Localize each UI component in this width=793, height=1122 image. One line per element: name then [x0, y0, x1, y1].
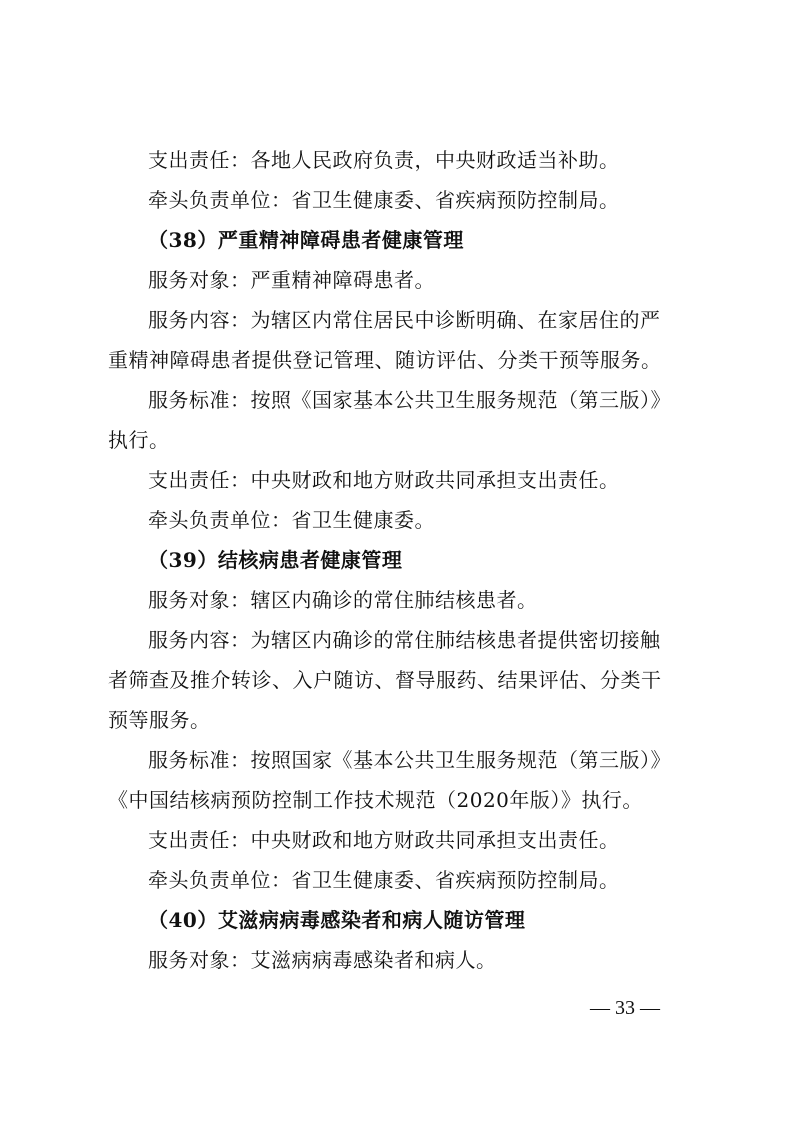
page-number: — 33 —: [590, 997, 660, 1019]
page-content: [108, 140, 688, 980]
lead-unit-line: 牵头负责单位：省卫生健康委。: [148, 508, 435, 532]
expenditure-line: 支出责任：各地人民政府负责，中央财政适当补助。: [148, 148, 620, 172]
lead-unit-line: 牵头负责单位：省卫生健康委、省疾病预防控制局。: [148, 188, 620, 212]
lead-unit-line: 牵头负责单位：省卫生健康委、省疾病预防控制局。: [148, 868, 620, 892]
section-heading-40: （40）艾滋病病毒感染者和病人随访管理: [148, 908, 526, 932]
service-target-line: 服务对象：辖区内确诊的常住肺结核患者。: [148, 588, 538, 612]
service-content-line: 服务内容：为辖区内常住居民中诊断明确、在家居住的严: [148, 308, 661, 332]
service-standard-continuation: 执行。: [108, 428, 170, 452]
service-target-line: 服务对象：艾滋病病毒感染者和病人。: [148, 948, 497, 972]
service-content-continuation: 者筛查及推介转诊、入户随访、督导服药、结果评估、分类干: [108, 668, 662, 692]
expenditure-line: 支出责任：中央财政和地方财政共同承担支出责任。: [148, 468, 620, 492]
service-target-line: 服务对象：严重精神障碍患者。: [148, 268, 435, 292]
expenditure-line: 支出责任：中央财政和地方财政共同承担支出责任。: [148, 828, 620, 852]
section-heading-38: （38）严重精神障碍患者健康管理: [148, 228, 464, 252]
service-content-continuation: 重精神障碍患者提供登记管理、随访评估、分类干预等服务。: [108, 348, 662, 372]
service-content-line: 服务内容：为辖区内确诊的常住肺结核患者提供密切接触: [148, 628, 661, 652]
section-heading-39: （39）结核病患者健康管理: [148, 548, 403, 572]
service-content-continuation: 预等服务。: [108, 708, 211, 732]
service-standard-continuation: 《中国结核病预防控制工作技术规范（2020年版）》执行。: [108, 788, 643, 812]
service-standard-line: 服务标准：按照国家《基本公共卫生服务规范（第三版）》: [148, 748, 671, 772]
service-standard-line: 服务标准：按照《国家基本公共卫生服务规范（第三版）》: [148, 388, 671, 412]
